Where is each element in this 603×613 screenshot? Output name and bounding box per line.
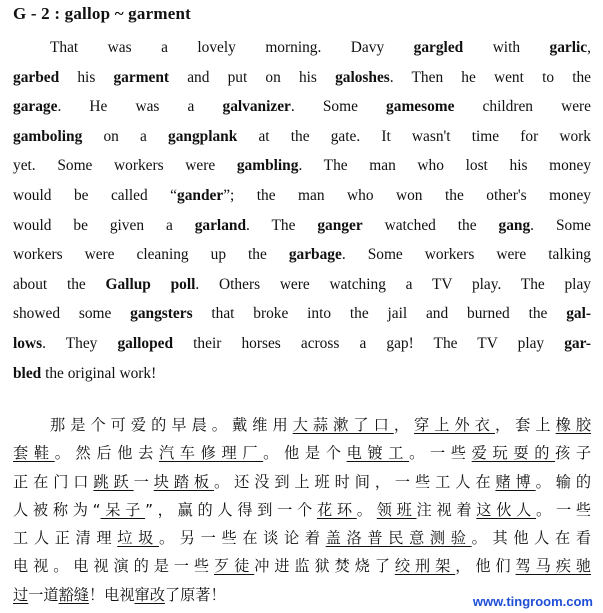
- english-line: [13, 63, 591, 93]
- english-line: [13, 122, 591, 152]
- chinese-text: 工人正清理: [13, 529, 118, 548]
- english-text: . He was a: [57, 98, 223, 116]
- chinese-keyword: 这伙人: [476, 500, 537, 519]
- english-keyword: garage: [13, 98, 58, 116]
- chinese-keyword: 套鞋: [13, 444, 55, 463]
- chinese-keyword: 绞刑架: [394, 557, 456, 576]
- chinese-keyword: 过: [13, 585, 29, 604]
- chinese-text: 。一些: [536, 500, 592, 519]
- english-text: about the: [13, 275, 106, 293]
- chinese-line: [13, 439, 591, 467]
- english-line: [13, 299, 591, 329]
- english-text: and put on his: [169, 68, 336, 86]
- chinese-text: 孩子: [555, 444, 592, 463]
- english-keyword: ganger: [317, 216, 363, 234]
- english-keyword: garment: [113, 68, 170, 86]
- english-text: . Some: [530, 216, 591, 234]
- english-text: children were: [454, 98, 592, 116]
- english-line: [13, 92, 591, 122]
- chinese-text: 一道: [28, 585, 59, 604]
- chinese-text: 。一些: [409, 444, 472, 463]
- english-line: [13, 359, 591, 389]
- english-text: . Some: [290, 98, 387, 116]
- english-keyword: galloped: [117, 334, 174, 352]
- english-keyword: gamboling: [13, 127, 83, 145]
- chinese-keyword: 盖洛普民意测验: [325, 529, 472, 548]
- english-text: . They: [42, 334, 118, 352]
- english-text: That was a lovely morning. Davy: [50, 39, 414, 56]
- english-text: showed some: [13, 305, 131, 323]
- chinese-keyword: 豁缝: [58, 585, 89, 604]
- english-keyword: gang: [498, 216, 531, 234]
- chinese-keyword: 爱玩耍的: [471, 444, 556, 463]
- english-text: workers were cleaning up the: [13, 246, 289, 264]
- chinese-keyword: 电镀工: [346, 444, 410, 463]
- chinese-keyword: 歹徒: [214, 557, 255, 576]
- chinese-text: 。其他人在看: [471, 529, 592, 548]
- english-keyword: gander: [177, 186, 224, 204]
- chinese-text: 。另一些在谈论着: [158, 529, 326, 548]
- english-line: [13, 151, 591, 181]
- english-text: . The: [246, 216, 318, 234]
- english-text: the original work!: [41, 364, 157, 382]
- chinese-text: 。他是个: [263, 444, 347, 463]
- chinese-keyword: 赌博: [495, 472, 536, 491]
- english-text: yet. Some workers were: [13, 157, 237, 175]
- chinese-text: ，: [393, 416, 415, 434]
- chinese-keyword: 橡胶: [555, 416, 592, 434]
- chinese-line: [13, 496, 591, 524]
- chinese-keyword: 跳跃: [93, 472, 134, 491]
- chinese-keyword: 驾马疾驰: [515, 557, 592, 576]
- english-text: . Some workers were talking: [341, 246, 591, 264]
- english-line: [13, 329, 591, 359]
- english-keyword: galoshes: [335, 68, 390, 86]
- chinese-text: 一: [133, 472, 154, 491]
- chinese-text: 电视。电视演的是一些: [13, 557, 215, 576]
- english-line: [13, 181, 591, 211]
- chinese-text: ，套上: [494, 416, 556, 434]
- english-keyword: gangsters: [130, 305, 193, 323]
- english-keyword: gangplank: [168, 127, 238, 145]
- chinese-keyword: 垃圾: [117, 529, 159, 548]
- chinese-keyword: 汽车修理厂: [158, 444, 264, 463]
- chinese-line: [13, 411, 591, 439]
- chinese-paragraph: [13, 411, 591, 609]
- english-text: would be given a: [13, 216, 195, 234]
- chinese-line: [13, 468, 591, 496]
- english-keyword: lows: [13, 334, 43, 352]
- english-line: [13, 211, 591, 241]
- page-heading: G - 2 : gallop ~ garment: [13, 4, 191, 23]
- chinese-keyword: 花环: [316, 500, 357, 519]
- chinese-text: 冲进监狱焚烧了: [254, 557, 395, 576]
- chinese-text: 。还没到上班时间，一些工人在: [214, 472, 496, 491]
- english-text: would be called “: [13, 186, 177, 204]
- watermark: www.tingroom.com: [472, 594, 593, 609]
- chinese-keyword: 大蒜漱了口: [292, 416, 394, 434]
- english-text: ,: [587, 39, 591, 56]
- chinese-line: [13, 524, 591, 552]
- english-text: with: [463, 39, 550, 56]
- english-text: ”; the man who won the other's money: [223, 186, 591, 204]
- chinese-text: 。然后他去: [54, 444, 159, 463]
- chinese-keyword: 穿上外衣: [414, 416, 495, 434]
- english-keyword: galvanizer: [222, 98, 291, 116]
- chinese-text: 那是个可爱的早晨。戴维用: [50, 416, 293, 434]
- english-keyword: gambling: [236, 157, 299, 175]
- chinese-line: [13, 552, 591, 580]
- chinese-text: 正在门口: [13, 472, 94, 491]
- chinese-text: 注视着: [416, 500, 477, 519]
- english-keyword: gargled: [413, 39, 464, 56]
- english-text: at the gate. It wasn't time for work: [237, 127, 592, 145]
- chinese-text: ！电视: [88, 585, 135, 604]
- chinese-keyword: 块踏板: [153, 472, 215, 491]
- chinese-keyword: 窜改: [134, 585, 165, 604]
- english-keyword: gal-: [566, 305, 591, 323]
- english-text: . Others were watching a TV play. The play: [195, 275, 591, 293]
- english-text: watched the: [362, 216, 499, 234]
- english-keyword: garlic: [549, 39, 588, 56]
- english-text: their horses across a gap! The TV play: [173, 334, 565, 352]
- chinese-keyword: 呆子: [100, 500, 146, 519]
- chinese-text: 人被称为“: [13, 500, 101, 519]
- english-keyword: garland: [194, 216, 247, 234]
- chinese-text: 。: [356, 500, 377, 519]
- english-line: [13, 270, 591, 300]
- english-text: . The man who lost his money: [298, 157, 592, 175]
- english-text: that broke into the jail and burned the: [192, 305, 567, 323]
- english-keyword: gar-: [564, 334, 591, 352]
- chinese-text: ，他们: [455, 557, 516, 576]
- english-keyword: garbage: [288, 246, 342, 264]
- english-text: . Then he went to the: [389, 68, 591, 86]
- english-keyword: Gallup poll: [105, 275, 196, 293]
- english-text: his: [59, 68, 114, 86]
- english-keyword: bled: [13, 364, 42, 382]
- chinese-text: 了原著！: [164, 585, 226, 604]
- chinese-text: 。输的: [535, 472, 592, 491]
- chinese-text: ”，赢的人得到一个: [145, 500, 317, 519]
- english-paragraph: [13, 33, 591, 388]
- chinese-keyword: 领班: [376, 500, 417, 519]
- english-keyword: gamesome: [386, 98, 455, 116]
- english-keyword: garbed: [13, 68, 60, 86]
- english-line: [13, 240, 591, 270]
- english-line: [13, 33, 591, 63]
- english-text: on a: [82, 127, 168, 145]
